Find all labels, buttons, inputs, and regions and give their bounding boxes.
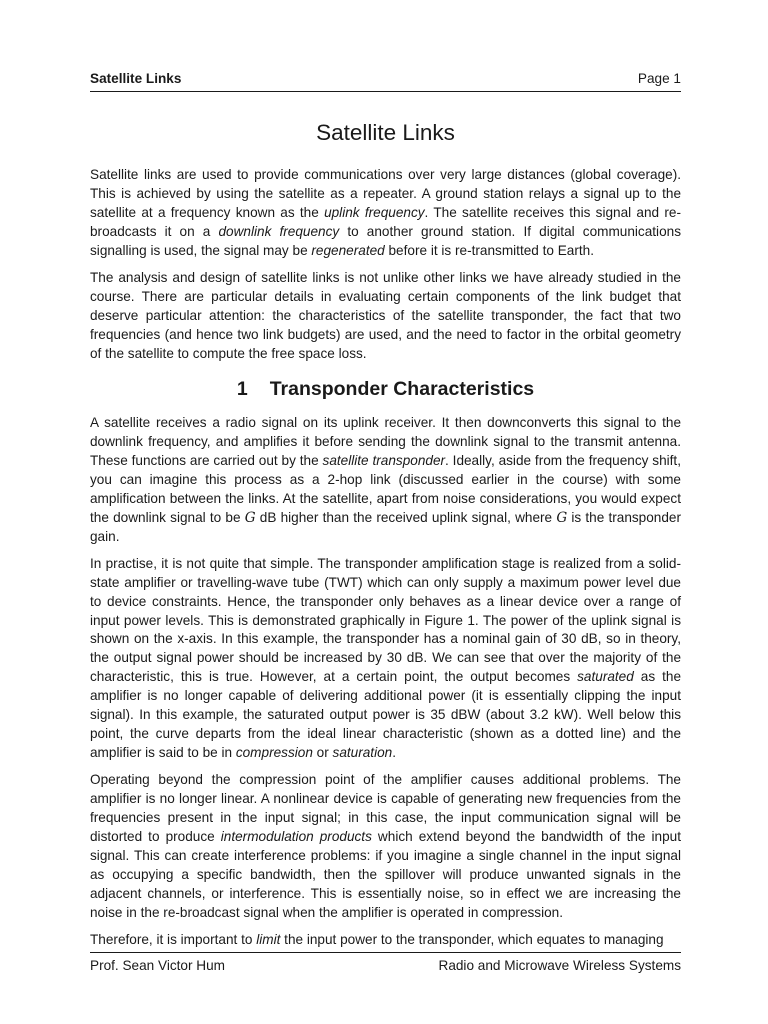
footer-course: Radio and Microwave Wireless Systems bbox=[438, 958, 681, 973]
section-1-paragraph-4: Therefore, it is important to limit the input power to the transponder, which equates to managing bbox=[90, 931, 664, 947]
section-1-body bbox=[90, 414, 681, 950]
intro-paragraph-2: The analysis and design of satellite links is not unlike other links we have already studied in the course. There are particular details in evaluating certain components of the link budget that deserve particular attention: the characteristics of the satellite transponder, the fact that two frequencies (and hence two link budgets) are used, and the need to factor in the orbital geometry of the satellite to compute the free space loss. bbox=[90, 269, 681, 361]
section-1-paragraph-1: A satellite receives a radio signal on its uplink receiver. It then downconverts this signal to the downlink frequency, and amplifies it before sending the downlink signal to the transmit antenna. These functions are carried out by the satellite transponder. Ideally, aside from the frequency shift, you can imagine this process as a 2-hop link (discussed earlier in the course) with some amplification between the links. At the satellite, apart from noise considerations, you would expect the downlink signal to be G dB higher than the received uplink signal, where G is the transponder gain. bbox=[90, 415, 682, 544]
intro-block bbox=[90, 166, 681, 364]
page-number: Page 1 bbox=[637, 71, 681, 86]
header-rule bbox=[90, 91, 681, 92]
document-page bbox=[90, 0, 681, 1024]
section-1-paragraph-2: In practise, it is not quite that simple. The transponder amplification stage is realized from a solid-state amplifier or travelling-wave tube (TWT) which can only supply a maximum power level due to device constraints. Hence, the transponder only behaves as a linear device over a range of input power levels. This is demonstrated graphically in Figure 1. The power of the uplink signal is shown on the x-axis. In this example, the transponder has a nominal gain of 30 dB, so in theory, the output signal power should be increased by 30 dB. We can see that over the majority of the characteristic, this is true. However, at a certain point, the output becomes saturated as the amplifier is no longer capable of delivering additional power (it is essentially clipping the input signal). In this example, the saturated output power is 35 dBW (about 3.2 kW). Well below this point, the curve departs from the ideal linear characteristic (shown as a dotted line) and the amplifier is said to be in compression or saturation. bbox=[90, 555, 682, 761]
footer-rule bbox=[90, 952, 681, 953]
running-header bbox=[90, 70, 681, 88]
running-footer bbox=[90, 957, 681, 975]
section-title: Transponder Characteristics bbox=[269, 378, 535, 400]
section-1-paragraph-3: Operating beyond the compression point of the amplifier causes additional problems. The amplifier is no longer linear. A nonlinear device is capable of generating new frequencies from the frequencies present in the input signal; in this case, the input communication signal will be distorted to produce intermodulation products which extend beyond the bandwidth of the input signal. This can create interference problems: if you imagine a single channel in the input signal as occupying a specific bandwidth, then the spillover will produce unwanted signals in the adjacent channels, or interference. This is essentially noise, so in effect we are increasing the noise in the re-broadcast signal when the amplifier is operated in compression. bbox=[90, 772, 682, 920]
footer-author: Prof. Sean Victor Hum bbox=[90, 958, 225, 973]
section-heading bbox=[90, 375, 681, 403]
section-number: 1 bbox=[236, 378, 248, 400]
intro-paragraph-1: Satellite links are used to provide communications over very large distances (global coverage). This is achieved by using the satellite as a repeater. A ground station relays a signal up to the satellite at a frequency known as the uplink frequency. The satellite receives this signal and re-broadcasts it on a downlink frequency to another ground station. If digital communications signalling is used, the signal may be regenerated before it is re-transmitted to Earth. bbox=[90, 167, 681, 258]
header-title: Satellite Links bbox=[90, 71, 182, 86]
document-title: Satellite Links bbox=[316, 120, 455, 145]
